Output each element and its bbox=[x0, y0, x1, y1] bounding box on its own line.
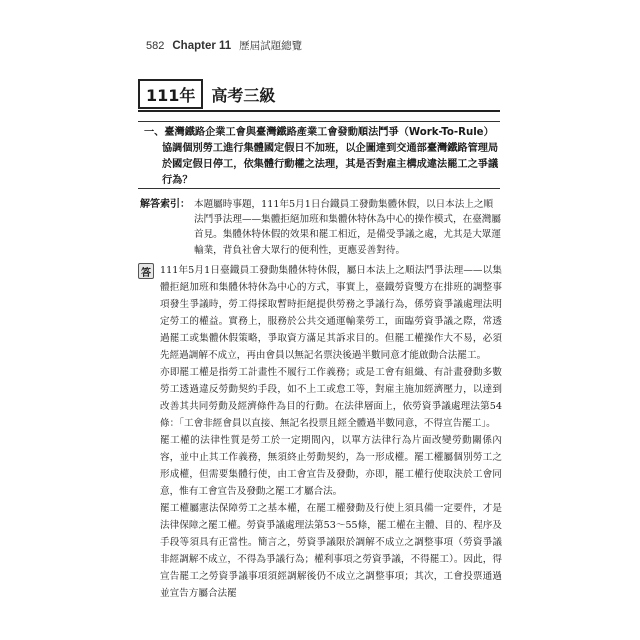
exam-heading bbox=[138, 78, 500, 112]
question-text: 一、臺灣鐵路企業工會與臺灣鐵路產業工會發動順法鬥爭（Work-To-Rule）協調個別勞工進行集體國定假日不加班，以企圖達到交通部臺灣鐵路管理局於國定假日停工，依集體行動權之法理，其是否對雇主構成違法罷工之爭議行為？ bbox=[144, 127, 499, 186]
exam-level: 高考三級 bbox=[211, 85, 276, 105]
exam-year: 111年 bbox=[138, 79, 203, 109]
answer-paragraph: 111年5月1日臺鐵員工發動集體休特休假，屬日本法上之順法鬥爭法理——以集體拒絕加班和集體休特休為中心的方式，事實上，臺鐵勞資雙方在排班的調整事項發生爭議時，勞工得採取暫時拒絕提供勞務之爭議行為，係勞資爭議處理法明定勞工的權益。實務上，服務於公共交通運輸業勞工，面臨勞資爭議之際，常透過罷工或集體休假策略，爭取資方滿足其訴求目的。但罷工權操作大不易，必須先經過調解不成立，再由會員以無記名票決後過半數同意才能啟動合法罷工。 bbox=[160, 265, 502, 361]
answer-section bbox=[138, 262, 502, 602]
page-number: 582 bbox=[146, 40, 165, 52]
answer-index-text: 本題屬時事題，111年5月1日台鐵員工發動集體休假，以日本法上之順法鬥爭法理——集體拒絕加班和集體休特休為中心的操作模式，在臺灣屬首見。集體休特休假的效果和罷工相近，是備受爭議之處，尤其是大眾運輸業，背負社會大眾行的便利性，更應妥善對待。 bbox=[194, 199, 501, 256]
answer-index-label: 解答索引： bbox=[140, 199, 190, 210]
running-header bbox=[146, 38, 302, 53]
answer-paragraph: 亦即罷工權是指勞工計畫性不履行工作義務；或是工會有組織、有計畫發動多數勞工透過違反勞動契約手段，如不上工或怠工等，對雇主施加經濟壓力，以達到改善其共同勞動及經濟條件為目的行動。在法律層面上，依勞資爭議處理法第54條：「工會非經會員以直接、無記名投票且經全體過半數同意，不得宣告罷工」。 bbox=[160, 367, 502, 429]
answer-body bbox=[160, 262, 502, 602]
answer-badge-icon: 答 bbox=[138, 263, 154, 279]
answer-index bbox=[140, 197, 502, 258]
chapter-label: Chapter 11 bbox=[172, 40, 232, 52]
answer-paragraph: 罷工權屬憲法保障勞工之基本權，在罷工權發動及行使上須具備一定要件，才是法律保障之罷工權。勞資爭議處理法第53～55條，罷工權在主體、目的、程序及手段等須具有正當性。簡言之，勞資爭議限於調解不成立之調整事項（勞資爭議非經調解不成立，不得為爭議行為；權利事項之勞資爭議，不得罷工）。因此，得宣告罷工之勞資爭議事項須經調解後仍不成立之調整事項；其次，工會投票通過並宣告方屬合法罷 bbox=[160, 503, 502, 599]
chapter-title: 歷屆試題總覽 bbox=[239, 40, 303, 52]
question-box bbox=[138, 121, 500, 189]
answer-paragraph: 罷工權的法律性質是勞工於一定期間內，以單方法律行為片面改變勞動關係內容，並中止其工作義務，無須終止勞動契約，為一形成權。罷工權屬個別勞工之形成權，但需要集體行使，由工會宣告及發動，亦即，罷工權行使取決於工會同意，惟有工會宣告及發動之罷工才屬合法。 bbox=[160, 435, 502, 497]
